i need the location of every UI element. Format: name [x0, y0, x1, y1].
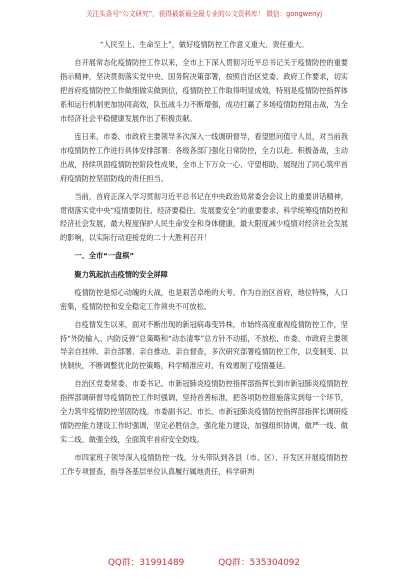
footer-qq-group-1: QQ群：31991489 [107, 558, 185, 568]
subsection-heading: 聚力筑起抗击疫情的安全屏障 [74, 269, 168, 279]
paragraph: 当前，首府正深入学习贯彻习近平总书记在中央政治局常委会会议上的重要讲话精神，贯彻落实党中央“疫情要防住、经济要稳住、发展要安全”的重要要求，科学统筹疫情防控和经济社会发展，最大程度保护人民生命安全和身体健康，最大限度减少疫情对经济社会发展的影响，以实际行动迎接党的二十大胜利召开！ [60, 191, 348, 243]
footer [0, 555, 408, 568]
paragraph: 连日来，市委、市政府主要领导多次深入一线调研督导，看望慰问值守人员，对当前我市疫情防控工作进行具体安排部署：各级各部门强化日常防控，全力以赴、积极备战，主动出战，持续巩固疫情防控阶段性成果，全市上下万众一心、守望相助，展现出了同心筑牢首府疫情防控坚固防线的责任担当。 [60, 131, 348, 183]
paragraph: 自疫情发生以来，面对不断出现的新冠病毒变异株，市始终高度重视疫情防控工作，坚持“外防输入、内防反弹”总策略和“动态清零”总方针不动摇，不放松，市委、市政府主要领导亲自挂帅、亲自部署、亲自推动、亲自督查，多次研究部署疫情防控工作，以变制变、以快制快，不断调整优化防控策略，科学精准应对，有效遏制了疫情蔓延。 [60, 319, 348, 371]
paragraph: 疫情防控是惊心动魄的大战，也是艰苦卓绝的大考。作为自治区首府，地位特殊，人口密集，疫情防控和安全稳定工作须央不可放松。 [60, 287, 348, 311]
paragraph: 自治区党委常委、市委书记、市新冠肺炎疫情防控指挥部指挥长到市新冠肺炎疫情防控指挥部调研督导疫情防控工作时强调，坚持首善标准，把各项防控措施落实到每一个环节，全力筑牢疫情防控坚固防线。市委副书记、市长、市新冠肺炎疫情防控指挥部指挥长调研疫情防控能力建设工作时强调，坚定必胜信念，强化能力建设，加强组织协调，做严一线、做实二线、做强全线，全面筑牢首府安全防线。 [60, 379, 348, 445]
section-heading: 一、全市“一盘棋” [74, 251, 135, 261]
paragraph-intro: “人民至上、生命至上”，做好疫情防控工作意义重大、责任重大。 [99, 40, 309, 49]
paragraph: 自开展常态化疫情防控工作以来，全市上下深入贯彻习近平总书记关于疫情防控的重要指示精神，坚决贯彻落实党中央、国务院决策部署，按照自治区党委、政府工作要求，切实把首府疫情防控工作做细做实做到位，疫情防控工作取得明显成效，特别是疫情防控指挥体系和运行机制更加协同高效，队伍战斗力不断增强，成功打赢了多场疫情防控阻击战，为全市经济社会平稳健康发展作出了积极贡献。 [60, 58, 348, 123]
header-banner: 关注头条号“公文研究”，获得最新最全最专业的公文资料库！ 微信：gongwenyj [85, 10, 323, 18]
footer-qq-group-2: QQ群：535304092 [218, 558, 301, 568]
paragraph: 市四家班子领导深入疫情防控一线，分头带队到各县（市、区）、开发区开展疫情防控工作专项督查，指导各基层单位认真履行属地责任，科学研判 [60, 453, 348, 477]
document-body [60, 38, 348, 483]
